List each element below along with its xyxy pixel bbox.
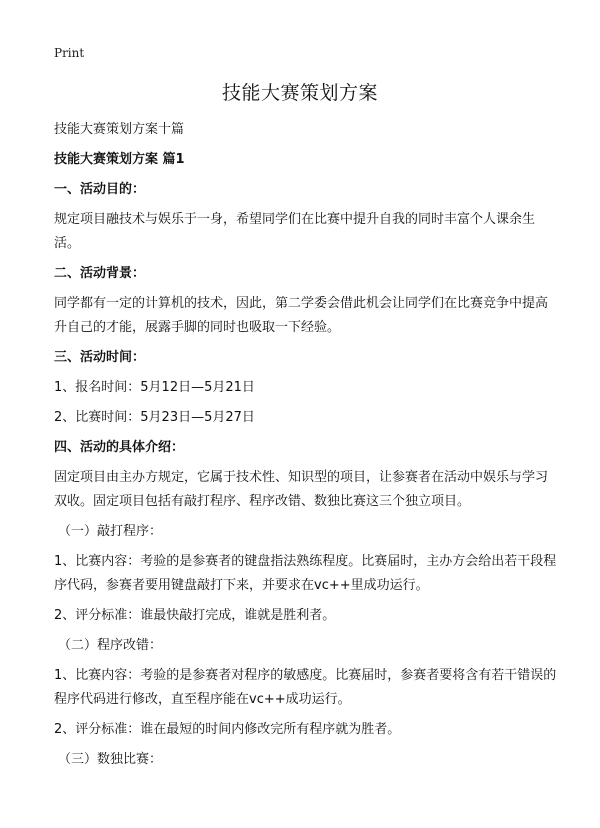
paragraph-contest-time: 2、比赛时间：5月23日—5月27日 [54,410,255,425]
document-title: 技能大赛策划方案 [221,82,378,104]
section-heading-purpose: 一、活动目的： [54,182,146,197]
paragraph-subtitle: 技能大赛策划方案十篇 [54,122,185,137]
paragraph-details: 固定项目由主办方规定，它属于技术性、知识型的项目，让参赛者在活动中娱乐与学习双收。固定项目包括有敲打程序、程序改错、数独比赛这三个独立项目。 [54,470,549,509]
document-body [54,118,558,778]
paragraph-purpose: 规定项目融技术与娱乐于一身，希望同学们在比赛中提升自我的同时丰富个人课余生活。 [54,212,536,251]
section-heading-background: 二、活动背景： [54,266,146,281]
subheading-typing: （一）敲打程序： [58,524,163,539]
section-heading-details: 四、活动的具体介绍： [54,440,185,455]
section-heading-time: 三、活动时间： [54,350,146,365]
paragraph-typing-scoring: 2、评分标准：谁最快敲打完成，谁就是胜利者。 [54,608,336,623]
section-heading-part1: 技能大赛策划方案 篇1 [54,152,185,167]
subheading-debugging: （二）程序改错： [58,638,163,653]
paragraph-debugging-content: 1、比赛内容：考验的是参赛者对程序的敏感度。比赛届时，参赛者要将含有若干错误的程序代码进行修改，直至程序能在vc++成功运行。 [54,668,557,707]
subheading-sudoku: （三）数独比赛： [58,752,163,767]
paragraph-typing-content: 1、比赛内容：考验的是参赛者的键盘指法熟练程度。比赛届时，主办方会给出若干段程序代码，参赛者要用键盘敲打下来，并要求在vc++里成功运行。 [54,554,557,593]
paragraph-background: 同学都有一定的计算机的技术，因此，第二学委会借此机会让同学们在比赛竞争中提高升自己的才能，展露手脚的同时也吸取一下经验。 [54,296,549,335]
paragraph-debugging-scoring: 2、评分标准：谁在最短的时间内修改完所有程序就为胜者。 [54,722,401,737]
paragraph-signup-time: 1、报名时间：5月12日—5月21日 [54,380,255,395]
print-label: Print [54,46,85,60]
